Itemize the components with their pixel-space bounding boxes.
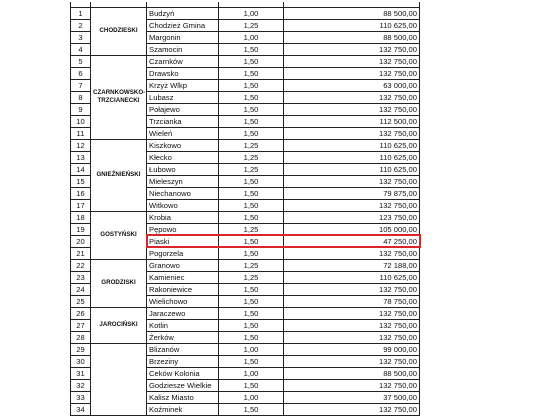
municipality-cell: Lubasz bbox=[147, 91, 219, 103]
amount-cell: 132 750,00 bbox=[284, 319, 420, 331]
row-number-cell: 25 bbox=[71, 295, 91, 307]
row-number-cell: 23 bbox=[71, 271, 91, 283]
row-number-cell: 17 bbox=[71, 199, 91, 211]
amount-cell: 132 750,00 bbox=[284, 403, 420, 415]
amount-cell: 88 500,00 bbox=[284, 367, 420, 379]
coefficient-cell: 1,00 bbox=[219, 343, 284, 355]
amount-cell: 110 625,00 bbox=[284, 151, 420, 163]
amount-cell: 132 750,00 bbox=[284, 199, 420, 211]
coefficient-cell: 1,50 bbox=[219, 331, 284, 343]
coefficient-cell: 1,25 bbox=[219, 271, 284, 283]
amount-cell: 88 500,00 bbox=[284, 7, 420, 19]
coefficient-cell: 1,25 bbox=[219, 259, 284, 271]
amount-cell: 132 750,00 bbox=[284, 91, 420, 103]
coefficient-cell: 1,50 bbox=[219, 403, 284, 415]
municipality-cell: Wielichowo bbox=[147, 295, 219, 307]
row-number-cell: 5 bbox=[71, 55, 91, 67]
coefficient-cell: 1,50 bbox=[219, 55, 284, 67]
coefficient-cell: 1,25 bbox=[219, 151, 284, 163]
municipality-cell: Drawsko bbox=[147, 67, 219, 79]
municipality-cell: Kotlin bbox=[147, 319, 219, 331]
municipality-cell: Niechanowo bbox=[147, 187, 219, 199]
coefficient-cell: 1,00 bbox=[219, 391, 284, 403]
municipality-cell: Połajewo bbox=[147, 103, 219, 115]
amount-cell: 110 625,00 bbox=[284, 139, 420, 151]
table-row bbox=[71, 55, 420, 67]
row-number-cell: 32 bbox=[71, 379, 91, 391]
coefficient-cell: 1,50 bbox=[219, 247, 284, 259]
amount-cell: 79 875,00 bbox=[284, 187, 420, 199]
table-row bbox=[71, 211, 420, 223]
table-row bbox=[71, 343, 420, 355]
municipality-cell: Pępowo bbox=[147, 223, 219, 235]
coefficient-cell: 1,50 bbox=[219, 103, 284, 115]
municipality-cell: Kamieniec bbox=[147, 271, 219, 283]
district-cell: GOSTYŃSKI bbox=[91, 211, 147, 259]
amount-cell: 132 750,00 bbox=[284, 247, 420, 259]
municipality-cell: Krzyż Wlkp bbox=[147, 79, 219, 91]
amount-cell: 110 625,00 bbox=[284, 163, 420, 175]
grant-allocation-table bbox=[70, 2, 420, 416]
municipality-cell: Kłecko bbox=[147, 151, 219, 163]
municipality-cell: Jaraczewo bbox=[147, 307, 219, 319]
row-number-cell: 10 bbox=[71, 115, 91, 127]
amount-cell: 88 500,00 bbox=[284, 31, 420, 43]
row-number-cell: 15 bbox=[71, 175, 91, 187]
coefficient-cell: 1,50 bbox=[219, 127, 284, 139]
amount-cell: 123 750,00 bbox=[284, 211, 420, 223]
amount-cell: 132 750,00 bbox=[284, 283, 420, 295]
coefficient-cell: 1,50 bbox=[219, 355, 284, 367]
municipality-cell: Granowo bbox=[147, 259, 219, 271]
amount-cell: 132 750,00 bbox=[284, 67, 420, 79]
amount-cell: 132 750,00 bbox=[284, 331, 420, 343]
row-number-cell: 30 bbox=[71, 355, 91, 367]
amount-cell: 112 500,00 bbox=[284, 115, 420, 127]
amount-cell: 47 250,00 bbox=[284, 235, 420, 247]
coefficient-cell: 1,50 bbox=[219, 295, 284, 307]
municipality-cell: Czarnków bbox=[147, 55, 219, 67]
district-cell: JAROCIŃSKI bbox=[91, 307, 147, 343]
row-number-cell: 12 bbox=[71, 139, 91, 151]
row-number-cell: 31 bbox=[71, 367, 91, 379]
district-cell bbox=[91, 343, 147, 415]
municipality-cell: Budzyń bbox=[147, 7, 219, 19]
row-number-cell: 14 bbox=[71, 163, 91, 175]
coefficient-cell: 1,50 bbox=[219, 67, 284, 79]
coefficient-cell: 1,50 bbox=[219, 211, 284, 223]
coefficient-cell: 1,50 bbox=[219, 199, 284, 211]
row-number-cell: 22 bbox=[71, 259, 91, 271]
row-number-cell: 13 bbox=[71, 151, 91, 163]
row-number-cell: 24 bbox=[71, 283, 91, 295]
municipality-cell: Piaski bbox=[147, 235, 219, 247]
table-body bbox=[71, 2, 420, 415]
municipality-cell: Brzeziny bbox=[147, 355, 219, 367]
municipality-cell: Żerków bbox=[147, 331, 219, 343]
row-number-cell: 21 bbox=[71, 247, 91, 259]
amount-cell: 132 750,00 bbox=[284, 127, 420, 139]
table-row bbox=[71, 7, 420, 19]
coefficient-cell: 1,50 bbox=[219, 187, 284, 199]
row-number-cell: 29 bbox=[71, 343, 91, 355]
coefficient-cell: 1,50 bbox=[219, 307, 284, 319]
amount-cell: 132 750,00 bbox=[284, 307, 420, 319]
amount-cell: 132 750,00 bbox=[284, 175, 420, 187]
coefficient-cell: 1,50 bbox=[219, 319, 284, 331]
amount-cell: 132 750,00 bbox=[284, 55, 420, 67]
amount-cell: 37 500,00 bbox=[284, 391, 420, 403]
municipality-cell: Margonin bbox=[147, 31, 219, 43]
coefficient-cell: 1,25 bbox=[219, 139, 284, 151]
row-number-cell: 6 bbox=[71, 67, 91, 79]
municipality-cell: Godziesze Wielkie bbox=[147, 379, 219, 391]
row-number-cell: 27 bbox=[71, 319, 91, 331]
coefficient-cell: 1,50 bbox=[219, 91, 284, 103]
row-number-cell: 26 bbox=[71, 307, 91, 319]
municipality-cell: Kalisz Miasto bbox=[147, 391, 219, 403]
municipality-cell: Wieleń bbox=[147, 127, 219, 139]
coefficient-cell: 1,50 bbox=[219, 235, 284, 247]
municipality-cell: Mieleszyn bbox=[147, 175, 219, 187]
municipality-cell: Chodzież Gmina bbox=[147, 19, 219, 31]
amount-cell: 78 750,00 bbox=[284, 295, 420, 307]
municipality-cell: Trzcianka bbox=[147, 115, 219, 127]
coefficient-cell: 1,00 bbox=[219, 31, 284, 43]
district-cell: CZARNKOWSKO-TRZCIANECKI bbox=[91, 55, 147, 139]
row-number-cell: 7 bbox=[71, 79, 91, 91]
municipality-cell: Rakoniewice bbox=[147, 283, 219, 295]
district-cell: GNIEŹNIEŃSKI bbox=[91, 139, 147, 211]
coefficient-cell: 1,50 bbox=[219, 175, 284, 187]
municipality-cell: Witkowo bbox=[147, 199, 219, 211]
amount-cell: 72 188,00 bbox=[284, 259, 420, 271]
municipality-cell: Pogorzela bbox=[147, 247, 219, 259]
municipality-cell: Blizanów bbox=[147, 343, 219, 355]
amount-cell: 110 625,00 bbox=[284, 271, 420, 283]
amount-cell: 132 750,00 bbox=[284, 379, 420, 391]
amount-cell: 132 750,00 bbox=[284, 355, 420, 367]
row-number-cell: 1 bbox=[71, 7, 91, 19]
row-number-cell: 2 bbox=[71, 19, 91, 31]
coefficient-cell: 1,50 bbox=[219, 79, 284, 91]
row-number-cell: 34 bbox=[71, 403, 91, 415]
coefficient-cell: 1,00 bbox=[219, 367, 284, 379]
municipality-cell: Szamocin bbox=[147, 43, 219, 55]
table-row bbox=[71, 307, 420, 319]
municipality-cell: Łubowo bbox=[147, 163, 219, 175]
municipality-cell: Koźminek bbox=[147, 403, 219, 415]
amount-cell: 63 000,00 bbox=[284, 79, 420, 91]
row-number-cell: 20 bbox=[71, 235, 91, 247]
district-cell: CHODZIESKI bbox=[91, 7, 147, 55]
row-number-cell: 3 bbox=[71, 31, 91, 43]
row-number-cell: 8 bbox=[71, 91, 91, 103]
municipality-cell: Kiszkowo bbox=[147, 139, 219, 151]
coefficient-cell: 1,50 bbox=[219, 283, 284, 295]
table-row bbox=[71, 259, 420, 271]
amount-cell: 105 000,00 bbox=[284, 223, 420, 235]
row-number-cell: 16 bbox=[71, 187, 91, 199]
coefficient-cell: 1,00 bbox=[219, 7, 284, 19]
coefficient-cell: 1,25 bbox=[219, 223, 284, 235]
amount-cell: 99 000,00 bbox=[284, 343, 420, 355]
coefficient-cell: 1,25 bbox=[219, 19, 284, 31]
amount-cell: 132 750,00 bbox=[284, 103, 420, 115]
row-number-cell: 19 bbox=[71, 223, 91, 235]
coefficient-cell: 1,50 bbox=[219, 43, 284, 55]
district-cell: GRODZISKI bbox=[91, 259, 147, 307]
row-number-cell: 9 bbox=[71, 103, 91, 115]
row-number-cell: 18 bbox=[71, 211, 91, 223]
municipality-cell: Ceków Kolonia bbox=[147, 367, 219, 379]
table-row bbox=[71, 139, 420, 151]
coefficient-cell: 1,50 bbox=[219, 115, 284, 127]
row-number-cell: 28 bbox=[71, 331, 91, 343]
amount-cell: 132 750,00 bbox=[284, 43, 420, 55]
row-number-cell: 4 bbox=[71, 43, 91, 55]
coefficient-cell: 1,50 bbox=[219, 379, 284, 391]
amount-cell: 110 625,00 bbox=[284, 19, 420, 31]
row-number-cell: 11 bbox=[71, 127, 91, 139]
row-number-cell: 33 bbox=[71, 391, 91, 403]
coefficient-cell: 1,25 bbox=[219, 163, 284, 175]
municipality-cell: Krobia bbox=[147, 211, 219, 223]
